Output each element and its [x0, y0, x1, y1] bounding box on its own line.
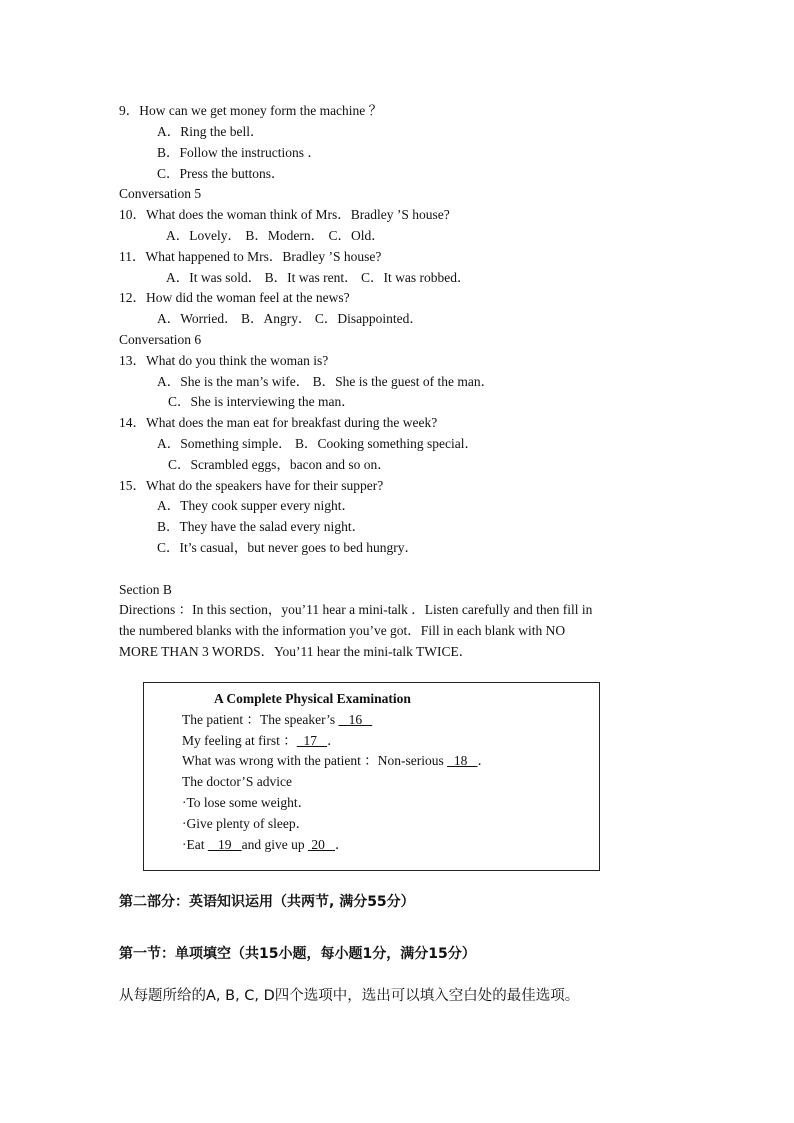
- blank-16: 16: [338, 712, 373, 727]
- question-11: 11．What happened to Mrs．Bradley ’S house?: [119, 249, 382, 264]
- feeling-label: My feeling at first ：: [182, 733, 297, 748]
- blank-19: 19: [207, 837, 242, 852]
- directions-line-2: the numbered blanks with the information you’ve got．Fill in each blank with NO: [119, 623, 566, 638]
- question-15: 15．What do the speakers have for their supper?: [119, 478, 384, 493]
- q13-options-ab: A．She is the man’s wife． B．She is the guest of the man．: [157, 374, 495, 389]
- box-feeling-line: [182, 732, 341, 750]
- q14-option-c: C．Scrambled eggs，bacon and so on．: [168, 457, 391, 472]
- conversation-5-heading: Conversation 5: [119, 186, 202, 201]
- box-title: A Complete Physical Examination: [214, 691, 411, 706]
- box-advice-2: ·Give plenty of sleep．: [182, 816, 310, 831]
- q11-options: A．It was sold． B．It was rent． C．It was robbed．: [166, 270, 471, 285]
- question-14: 14．What does the man eat for breakfast during the week?: [119, 415, 438, 430]
- eat-end: ．: [335, 837, 349, 852]
- eat-label: ·Eat: [182, 837, 208, 852]
- q15-option-b: B．They have the salad every night．: [157, 519, 366, 534]
- question-9: 9．How can we get money form the machine ？: [119, 103, 383, 118]
- q15-option-a: A．They cook supper every night．: [157, 498, 355, 513]
- blank-17: 17: [296, 733, 328, 748]
- q9-option-a: A．Ring the bell．: [157, 124, 264, 139]
- q13-option-c: C．She is interviewing the man．: [168, 394, 355, 409]
- box-patient-line: [182, 711, 372, 729]
- section-one-instruction: 从每题所给的A, B, C, D四个选项中，选出可以填入空白处的最佳选项。: [119, 988, 580, 1004]
- question-13: 13．What do you think the woman is?: [119, 353, 329, 368]
- box-advice-1: ·To lose some weight．: [182, 795, 312, 810]
- q12-options: A．Worried． B．Angry． C．Disappointed．: [157, 311, 423, 326]
- q15-option-c: C．It’s casual，but never goes to bed hungry．: [157, 540, 418, 555]
- feeling-end: ．: [327, 733, 341, 748]
- q9-option-c: C．Press the buttons．: [157, 166, 285, 181]
- box-eat-line: [182, 836, 349, 854]
- section-b-heading: Section B: [119, 582, 172, 597]
- conversation-6-heading: Conversation 6: [119, 332, 202, 347]
- examination-box: [143, 682, 600, 871]
- blank-18: 18: [447, 753, 478, 768]
- question-12: 12．How did the woman feel at the news?: [119, 290, 350, 305]
- section-one-heading: 第一节：单项填空（共15小题，每小题1分，满分15分）: [119, 946, 476, 962]
- q10-options: A．Lovely． B．Modern． C．Old．: [166, 228, 385, 243]
- wrong-end: ．: [477, 753, 491, 768]
- directions-line-3: MORE THAN 3 WORDS．You’11 hear the mini-talk TWICE．: [119, 644, 473, 659]
- q14-options-ab: A．Something simple． B．Cooking something special．: [157, 436, 478, 451]
- eat-mid: and give up: [241, 837, 308, 852]
- question-10: 10．What does the woman think of Mrs．Bradley ’S house?: [119, 207, 450, 222]
- blank-20: 20: [308, 837, 335, 852]
- part-two-heading: 第二部分：英语知识运用（共两节, 满分55分）: [119, 894, 415, 910]
- q9-option-b: B．Follow the instructions ．: [157, 145, 321, 160]
- wrong-label: What was wrong with the patient ：Non-serious: [182, 753, 448, 768]
- directions-line-1: Directions ：In this section，you’11 hear a mini-talk ．Listen carefully and then fill in: [119, 602, 593, 617]
- patient-label: The patient ：The speaker’s: [182, 712, 339, 727]
- box-advice-heading: The doctor’S advice: [182, 774, 292, 789]
- box-wrong-line: [182, 752, 491, 770]
